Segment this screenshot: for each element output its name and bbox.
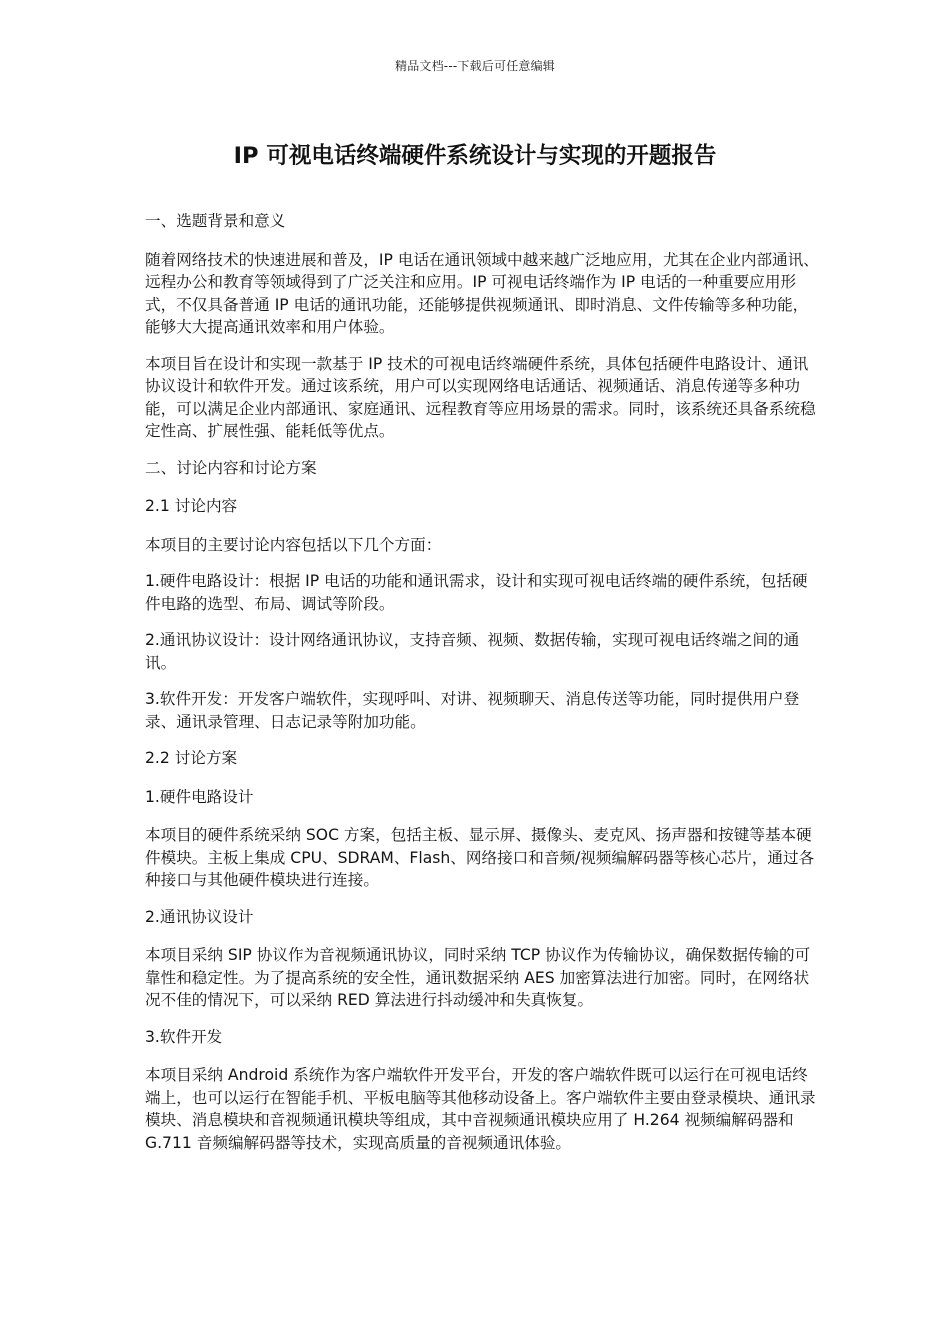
- paragraph-background: 随着网络技术的快速进展和普及，IP 电话在通讯领域中越来越广泛地应用，尤其在企业内部通讯、远程办公和教育等领域得到了广泛关注和应用。IP 可视电话终端作为 IP 电话的一种重要应用形式，不仅具备普通 IP 电话的通讯功能，还能够提供视频通讯、即时消息、文件传输等多种功能，能够大大提高通讯效率和用户体验。: [145, 250, 819, 336]
- paragraph-content-intro: 本项目的主要讨论内容包括以下几个方面：: [145, 535, 442, 554]
- list-item-software: 3.软件开发：开发客户端软件，实现呼叫、对讲、视频聊天、消息传送等功能，同时提供用户登录、通讯录管理、日志记录等附加功能。: [145, 690, 800, 731]
- document-title: IP 可视电话终端硬件系统设计与实现的开题报告: [233, 143, 717, 169]
- plan-heading-protocol: 2.通讯协议设计: [145, 907, 254, 926]
- document-body: [145, 210, 820, 1168]
- paragraph-plan-hardware: 本项目的硬件系统采纳 SOC 方案，包括主板、显示屏、摄像头、麦克风、扬声器和按键等基本硬件模块。主板上集成 CPU、SDRAM、Flash、网络接口和音频/视频编解码器等核心芯片，通过各种接口与其他硬件模块进行连接。: [145, 826, 815, 889]
- list-item-hardware: 1.硬件电路设计：根据 IP 电话的功能和通讯需求，设计和实现可视电话终端的硬件系统，包括硬件电路的选型、布局、调试等阶段。: [145, 572, 808, 613]
- paragraph-project-aim: 本项目旨在设计和实现一款基于 IP 技术的可视电话终端硬件系统，具体包括硬件电路设计、通讯协议设计和软件开发。通过该系统，用户可以实现网络电话通话、视频通话、消息传递等多种功能，可以满足企业内部通讯、家庭通讯、远程教育等应用场景的需求。同时，该系统还具备系统稳定性高、扩展性强、能耗低等优点。: [145, 354, 816, 440]
- subsection-heading-plan: 2.2 讨论方案: [145, 749, 238, 767]
- header-note: 精品文档---下载后可任意编辑: [395, 59, 555, 73]
- paragraph-plan-protocol: 本项目采纳 SIP 协议作为音视频通讯协议，同时采纳 TCP 协议作为传输协议，确保数据传输的可靠性和稳定性。为了提高系统的安全性，通讯数据采纳 AES 加密算法进行加密。同时，在网络状况不佳的情况下，可以采纳 RED 算法进行抖动缓冲和失真恢复。: [145, 946, 811, 1009]
- section-heading-background: 一、选题背景和意义: [145, 212, 286, 230]
- plan-heading-software: 3.软件开发: [145, 1027, 223, 1046]
- paragraph-plan-software: 本项目采纳 Android 系统作为客户端软件开发平台，开发的客户端软件既可以运行在可视电话终端上，也可以运行在智能手机、平板电脑等其他移动设备上。客户端软件主要由登录模块、通讯录模块、消息模块和音视频通讯模块等组成，其中音视频通讯模块应用了 H.264 视频编解码器和 G.711 音频编解码器等技术，实现高质量的音视频通讯体验。: [145, 1066, 816, 1152]
- section-heading-research: 二、讨论内容和讨论方案: [145, 458, 317, 477]
- list-item-protocol: 2.通讯协议设计：设计网络通讯协议，支持音频、视频、数据传输，实现可视电话终端之间的通讯。: [145, 631, 800, 672]
- plan-heading-hardware: 1.硬件电路设计: [145, 787, 254, 806]
- subsection-heading-content: 2.1 讨论内容: [145, 497, 238, 515]
